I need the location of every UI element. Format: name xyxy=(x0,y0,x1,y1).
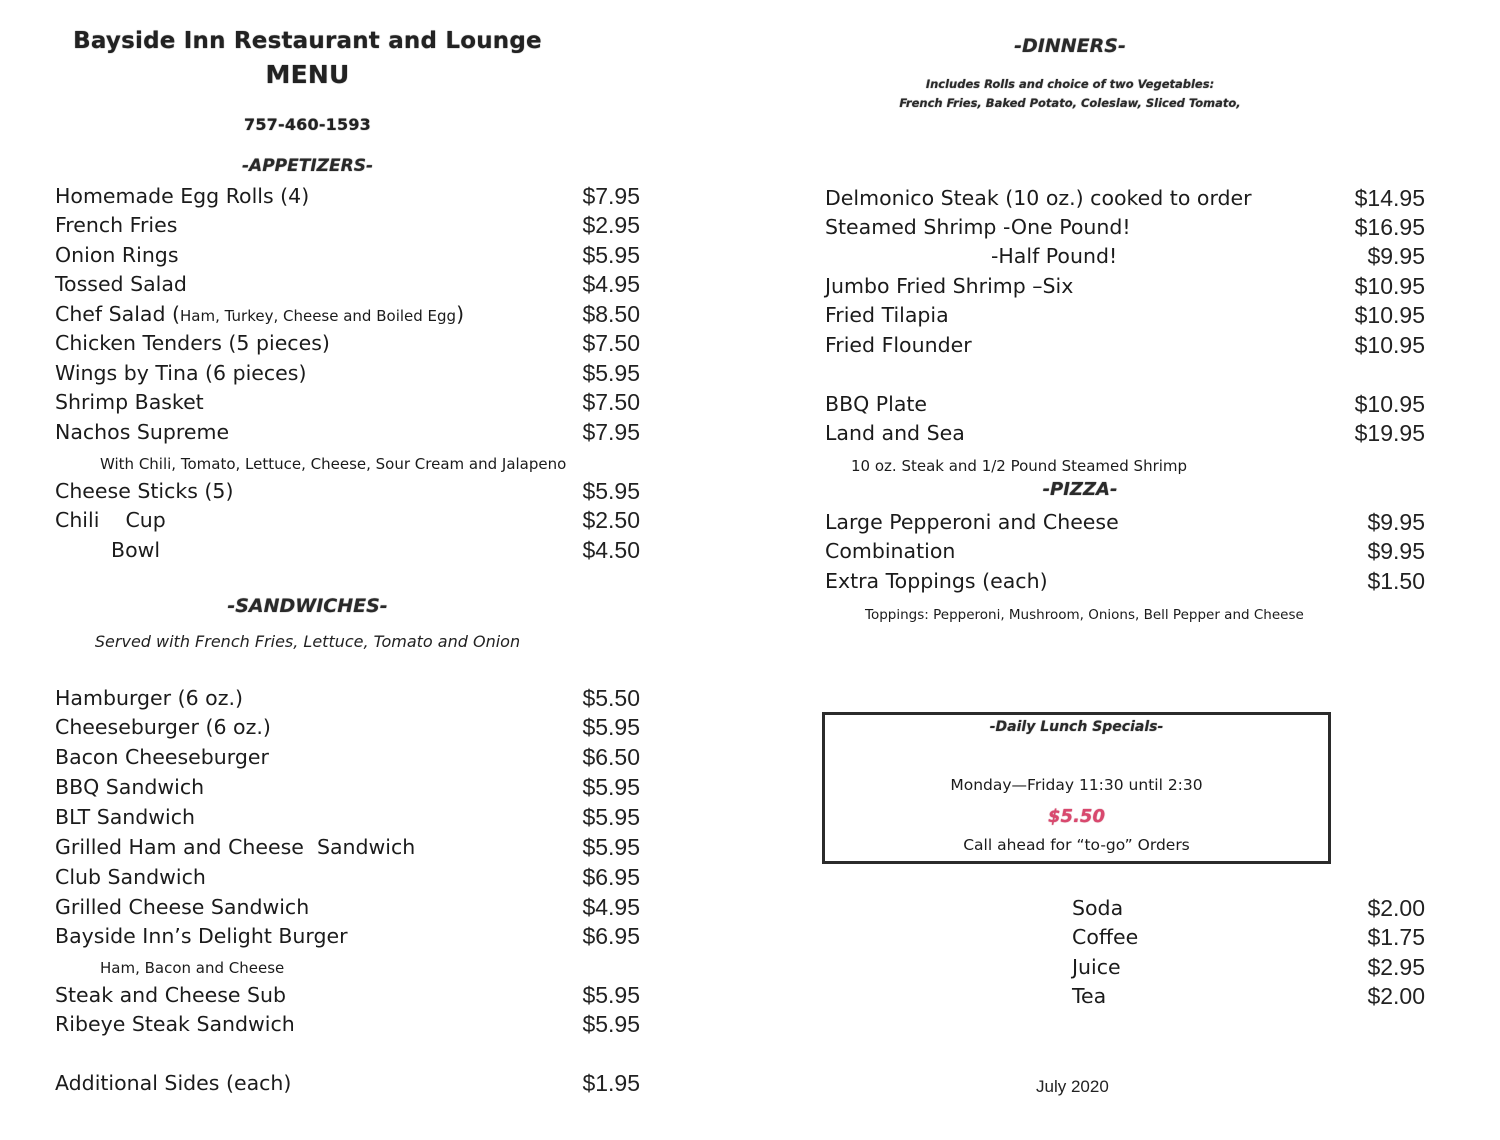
menu-item xyxy=(825,389,1425,419)
menu-item xyxy=(55,802,640,832)
menu-item xyxy=(55,505,640,535)
item-name: Grilled Cheese Sandwich xyxy=(55,895,310,919)
item-name: Cheese Sticks (5) xyxy=(55,479,234,503)
item-name: Nachos Supreme xyxy=(55,420,230,444)
menu-item xyxy=(55,921,640,951)
item-name: Steamed Shrimp -One Pound! xyxy=(825,215,1131,239)
item-name: Chicken Tenders (5 pieces) xyxy=(55,331,330,355)
item-name: Juice xyxy=(1072,955,1121,979)
restaurant-name: Bayside Inn Restaurant and Lounge xyxy=(73,28,542,54)
menu-date: July 2020 xyxy=(1036,1077,1109,1096)
item-price: $5.95 xyxy=(582,359,640,386)
item-price: $19.95 xyxy=(1354,419,1425,446)
item-name: Shrimp Basket xyxy=(55,390,204,414)
item-price: $5.95 xyxy=(582,803,640,830)
item-name: Soda xyxy=(1072,896,1124,920)
item-price: $4.95 xyxy=(582,893,640,920)
item-name: Ribeye Steak Sandwich xyxy=(55,1012,295,1036)
menu-item xyxy=(825,418,1425,448)
item-price: $5.95 xyxy=(582,773,640,800)
item-price: $5.95 xyxy=(582,713,640,740)
dinners-includes-line2: French Fries, Baked Potato, Coleslaw, Sliced Tomato, xyxy=(899,96,1241,110)
item-name xyxy=(55,302,464,326)
item-name: BBQ Sandwich xyxy=(55,775,205,799)
menu-item xyxy=(55,772,640,802)
menu-item xyxy=(55,210,640,240)
item-price: $4.50 xyxy=(582,536,640,563)
item-price: $9.95 xyxy=(1367,242,1425,269)
item-price: $2.95 xyxy=(1367,953,1425,980)
menu-item xyxy=(55,240,640,270)
item-price: $7.95 xyxy=(582,182,640,209)
item-name: Cheeseburger (6 oz.) xyxy=(55,715,271,739)
menu-item xyxy=(55,535,640,565)
menu-item xyxy=(55,1009,640,1039)
item-name: Coffee xyxy=(1072,925,1139,949)
menu-item xyxy=(55,387,640,417)
menu-item xyxy=(1072,981,1425,1011)
item-name: Bacon Cheeseburger xyxy=(55,745,269,769)
item-price: $7.50 xyxy=(582,329,640,356)
sandwiches-subtitle: Served with French Fries, Lettuce, Tomato and Onion xyxy=(94,632,521,651)
item-price: $6.95 xyxy=(582,922,640,949)
item-price: $1.50 xyxy=(1367,567,1425,594)
menu-item xyxy=(55,269,640,299)
item-name: Tossed Salad xyxy=(55,272,187,296)
toppings-note: Toppings: Pepperoni, Mushroom, Onions, Bell Pepper and Cheese xyxy=(865,607,1304,623)
menu-item xyxy=(55,832,640,862)
item-price: $1.95 xyxy=(582,1069,640,1096)
menu-item xyxy=(825,212,1425,242)
item-name: -Half Pound! xyxy=(991,244,1118,268)
menu-item xyxy=(55,862,640,892)
menu-item xyxy=(55,476,640,506)
menu-item xyxy=(55,892,640,922)
menu-item xyxy=(55,299,640,329)
item-name: Homemade Egg Rolls (4) xyxy=(55,184,310,208)
land-and-sea-note: 10 oz. Steak and 1/2 Pound Steamed Shrimp xyxy=(851,457,1188,475)
item-name: Fried Flounder xyxy=(825,333,972,357)
menu-item xyxy=(55,181,640,211)
item-price: $5.95 xyxy=(582,981,640,1008)
item-price: $5.50 xyxy=(582,684,640,711)
lunch-price: $5.50 xyxy=(1048,806,1105,827)
item-price: $4.95 xyxy=(582,270,640,297)
item-name-close: ) xyxy=(456,302,465,326)
menu-item xyxy=(55,742,640,772)
item-price: $1.75 xyxy=(1367,923,1425,950)
item-name: Fried Tilapia xyxy=(825,303,949,327)
menu-item xyxy=(55,712,640,742)
menu-title: MENU xyxy=(265,60,350,89)
item-name: Extra Toppings (each) xyxy=(825,569,1048,593)
item-name: Tea xyxy=(1072,984,1107,1008)
item-name: Chili Cup xyxy=(55,508,166,532)
menu-item xyxy=(1072,952,1425,982)
menu-item xyxy=(825,566,1425,596)
menu-item xyxy=(55,1068,640,1098)
item-name: Land and Sea xyxy=(825,421,965,445)
item-price: $9.95 xyxy=(1367,537,1425,564)
item-detail: Ham, Turkey, Cheese and Boiled Egg xyxy=(180,307,457,325)
lunch-specials-title: -Daily Lunch Specials- xyxy=(989,719,1164,735)
menu-item xyxy=(825,536,1425,566)
item-name: Grilled Ham and Cheese Sandwich xyxy=(55,835,416,859)
menu-item xyxy=(1072,922,1425,952)
item-name-main: Chef Salad ( xyxy=(55,302,181,326)
item-price: $5.95 xyxy=(582,1010,640,1037)
item-price: $10.95 xyxy=(1354,390,1425,417)
item-price: $2.95 xyxy=(582,211,640,238)
item-name: BLT Sandwich xyxy=(55,805,196,829)
menu-item xyxy=(55,417,640,447)
item-price: $6.50 xyxy=(582,743,640,770)
menu-item xyxy=(825,241,1425,271)
item-name: Bowl xyxy=(111,538,161,562)
item-name: Additional Sides (each) xyxy=(55,1071,292,1095)
item-price: $2.00 xyxy=(1367,894,1425,921)
item-price: $7.50 xyxy=(582,388,640,415)
phone-number: 757-460-1593 xyxy=(243,115,371,134)
menu-item xyxy=(1072,893,1425,923)
item-price: $6.95 xyxy=(582,863,640,890)
item-name: Hamburger (6 oz.) xyxy=(55,686,243,710)
menu-item xyxy=(825,271,1425,301)
item-price: $16.95 xyxy=(1354,213,1425,240)
lunch-call-ahead-note: Call ahead for “to-go” Orders xyxy=(963,836,1190,854)
item-price: $10.95 xyxy=(1354,272,1425,299)
pizza-title: -PIZZA- xyxy=(1042,479,1118,500)
item-name: Jumbo Fried Shrimp –Six xyxy=(825,274,1074,298)
item-name: French Fries xyxy=(55,213,178,237)
menu-item xyxy=(825,330,1425,360)
item-price: $5.95 xyxy=(582,477,640,504)
item-price: $5.95 xyxy=(582,241,640,268)
item-price: $10.95 xyxy=(1354,301,1425,328)
item-price: $7.95 xyxy=(582,418,640,445)
nachos-note: With Chili, Tomato, Lettuce, Cheese, Sour Cream and Jalapeno xyxy=(100,455,567,473)
menu-item xyxy=(55,683,640,713)
item-price: $5.95 xyxy=(582,833,640,860)
dinners-includes-line1: Includes Rolls and choice of two Vegetables: xyxy=(925,77,1215,91)
appetizers-title: -APPETIZERS- xyxy=(242,156,373,176)
menu-item xyxy=(55,358,640,388)
item-price: $2.00 xyxy=(1367,982,1425,1009)
item-price: $14.95 xyxy=(1354,184,1425,211)
item-price: $8.50 xyxy=(582,300,640,327)
menu-item xyxy=(55,328,640,358)
menu-item xyxy=(825,183,1425,213)
item-price: $2.50 xyxy=(582,506,640,533)
lunch-specials-box xyxy=(822,712,1331,864)
item-name: Delmonico Steak (10 oz.) cooked to order xyxy=(825,186,1252,210)
item-name: Combination xyxy=(825,539,956,563)
menu-item xyxy=(825,507,1425,537)
item-name: Wings by Tina (6 pieces) xyxy=(55,361,307,385)
item-name: Steak and Cheese Sub xyxy=(55,983,287,1007)
menu-item xyxy=(55,980,640,1010)
menu-item xyxy=(825,300,1425,330)
delight-burger-note: Ham, Bacon and Cheese xyxy=(100,959,285,977)
item-name: Bayside Inn’s Delight Burger xyxy=(55,924,348,948)
sandwiches-title: -SANDWICHES- xyxy=(227,595,388,617)
item-price: $10.95 xyxy=(1354,331,1425,358)
dinners-title: -DINNERS- xyxy=(1014,35,1126,57)
item-price: $9.95 xyxy=(1367,508,1425,535)
item-name: Large Pepperoni and Cheese xyxy=(825,510,1119,534)
item-name: Club Sandwich xyxy=(55,865,206,889)
item-name: Onion Rings xyxy=(55,243,179,267)
item-name: BBQ Plate xyxy=(825,392,928,416)
lunch-hours: Monday—Friday 11:30 until 2:30 xyxy=(950,776,1203,794)
